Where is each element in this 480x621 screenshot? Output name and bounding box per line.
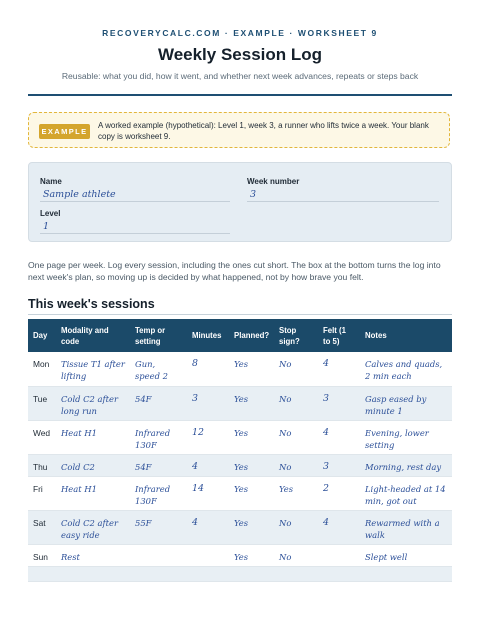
column-header-notes: Notes	[360, 319, 452, 352]
table-row	[28, 510, 452, 544]
name-field[interactable]: Sample athlete	[43, 189, 116, 200]
table-row-blank	[28, 566, 452, 581]
modality-cell[interactable]: Rest	[56, 544, 130, 566]
sessions-heading: This week's sessions	[28, 297, 155, 311]
notes-cell[interactable]	[360, 566, 452, 581]
name-field-underline	[40, 201, 230, 202]
table-row	[28, 476, 452, 510]
sessions-heading-rule	[28, 314, 452, 315]
setting-cell[interactable]: 54F	[130, 386, 187, 420]
stop-sign-cell[interactable]: No	[274, 454, 318, 476]
example-text: A worked example (hypothetical): Level 1, week 3, a runner who lifts twice a week. Your blank copy is worksheet 9.	[98, 121, 429, 141]
notes-cell[interactable]: Calves and quads, 2 min each	[360, 352, 452, 386]
modality-cell[interactable]: Cold C2 after easy ride	[56, 510, 130, 544]
planned-cell[interactable]: Yes	[229, 544, 274, 566]
planned-cell[interactable]: Yes	[229, 420, 274, 454]
column-header-minutes: Minutes	[187, 319, 229, 352]
level-field-underline	[40, 233, 230, 234]
minutes-cell[interactable]	[187, 544, 229, 566]
stop-sign-cell[interactable]: No	[274, 420, 318, 454]
day-cell: Sat	[28, 510, 56, 544]
table-row	[28, 454, 452, 476]
minutes-cell[interactable]	[187, 566, 229, 581]
planned-cell[interactable]: Yes	[229, 476, 274, 510]
day-cell: Thu	[28, 454, 56, 476]
table-row	[28, 352, 452, 386]
day-cell: Mon	[28, 352, 56, 386]
stop-sign-cell[interactable]: Yes	[274, 476, 318, 510]
page-title: Weekly Session Log	[157, 45, 323, 64]
table-header-row	[28, 319, 452, 352]
column-header-temp: Temp or setting	[130, 319, 187, 352]
intro-paragraph: One page per week. Log every session, including the ones cut short. The box at the bottom turns the log into next week's plan, so moving up is decided by what happened, not by how brave you felt.	[28, 260, 441, 282]
notes-cell[interactable]: Light-headed at 14 min, got out	[360, 476, 452, 510]
setting-cell[interactable]	[130, 566, 187, 581]
notes-cell[interactable]: Morning, rest day	[360, 454, 452, 476]
brand-line: RECOVERYCALC.COM · EXAMPLE · WORKSHEET 9	[102, 28, 378, 38]
day-cell	[28, 566, 56, 581]
level-label: Level	[40, 209, 61, 218]
felt-cell[interactable]: 4	[318, 352, 360, 386]
modality-cell[interactable]	[56, 566, 130, 581]
minutes-cell[interactable]: 3	[187, 386, 229, 420]
modality-cell[interactable]: Cold C2	[56, 454, 130, 476]
setting-cell[interactable]	[130, 544, 187, 566]
felt-cell[interactable]	[318, 566, 360, 581]
level-field[interactable]: 1	[43, 221, 50, 232]
example-callout	[28, 112, 450, 148]
header-divider	[28, 94, 452, 96]
setting-cell[interactable]: 55F	[130, 510, 187, 544]
column-header-stop-sign: Stop sign?	[274, 319, 318, 352]
stop-sign-cell[interactable]: No	[274, 386, 318, 420]
felt-cell[interactable]: 4	[318, 420, 360, 454]
athlete-info-panel	[28, 162, 452, 242]
notes-cell[interactable]: Evening, lower setting	[360, 420, 452, 454]
felt-cell[interactable]: 3	[318, 386, 360, 420]
planned-cell[interactable]: Yes	[229, 386, 274, 420]
day-cell: Fri	[28, 476, 56, 510]
minutes-cell[interactable]: 8	[187, 352, 229, 386]
modality-cell[interactable]: Heat H1	[56, 420, 130, 454]
minutes-cell[interactable]: 4	[187, 510, 229, 544]
modality-cell[interactable]: Heat H1	[56, 476, 130, 510]
minutes-cell[interactable]: 4	[187, 454, 229, 476]
minutes-cell[interactable]: 12	[187, 420, 229, 454]
modality-cell[interactable]: Tissue T1 after lifting	[56, 352, 130, 386]
week-number-label: Week number	[247, 177, 300, 186]
column-header-planned: Planned?	[229, 319, 274, 352]
day-cell: Sun	[28, 544, 56, 566]
felt-cell[interactable]	[318, 544, 360, 566]
table-row	[28, 420, 452, 454]
planned-cell[interactable]: Yes	[229, 352, 274, 386]
planned-cell[interactable]: Yes	[229, 510, 274, 544]
modality-cell[interactable]: Cold C2 after long run	[56, 386, 130, 420]
week-number-field[interactable]: 3	[250, 189, 257, 200]
setting-cell[interactable]: 54F	[130, 454, 187, 476]
week-number-underline	[247, 201, 439, 202]
day-cell: Tue	[28, 386, 56, 420]
felt-cell[interactable]: 2	[318, 476, 360, 510]
table-row	[28, 386, 452, 420]
table-row	[28, 544, 452, 566]
planned-cell[interactable]	[229, 566, 274, 581]
felt-cell[interactable]: 4	[318, 510, 360, 544]
notes-cell[interactable]: Rewarmed with a walk	[360, 510, 452, 544]
felt-cell[interactable]: 3	[318, 454, 360, 476]
name-label: Name	[40, 177, 62, 186]
stop-sign-cell[interactable]: No	[274, 544, 318, 566]
example-badge: EXAMPLE	[39, 124, 90, 139]
column-header-day: Day	[28, 319, 56, 352]
notes-cell[interactable]: Gasp eased by minute 1	[360, 386, 452, 420]
setting-cell[interactable]: Gun, speed 2	[130, 352, 187, 386]
day-cell: Wed	[28, 420, 56, 454]
page-subtitle: Reusable: what you did, how it went, and whether next week advances, repeats or steps back	[61, 71, 419, 81]
column-header-felt: Felt (1 to 5)	[318, 319, 360, 352]
setting-cell[interactable]: Infrared 130F	[130, 476, 187, 510]
stop-sign-cell[interactable]: No	[274, 510, 318, 544]
minutes-cell[interactable]: 14	[187, 476, 229, 510]
planned-cell[interactable]: Yes	[229, 454, 274, 476]
column-header-modality: Modality and code	[56, 319, 130, 352]
setting-cell[interactable]: Infrared 130F	[130, 420, 187, 454]
sessions-table	[28, 319, 452, 582]
stop-sign-cell[interactable]: No	[274, 352, 318, 386]
stop-sign-cell[interactable]	[274, 566, 318, 581]
notes-cell[interactable]: Slept well	[360, 544, 452, 566]
